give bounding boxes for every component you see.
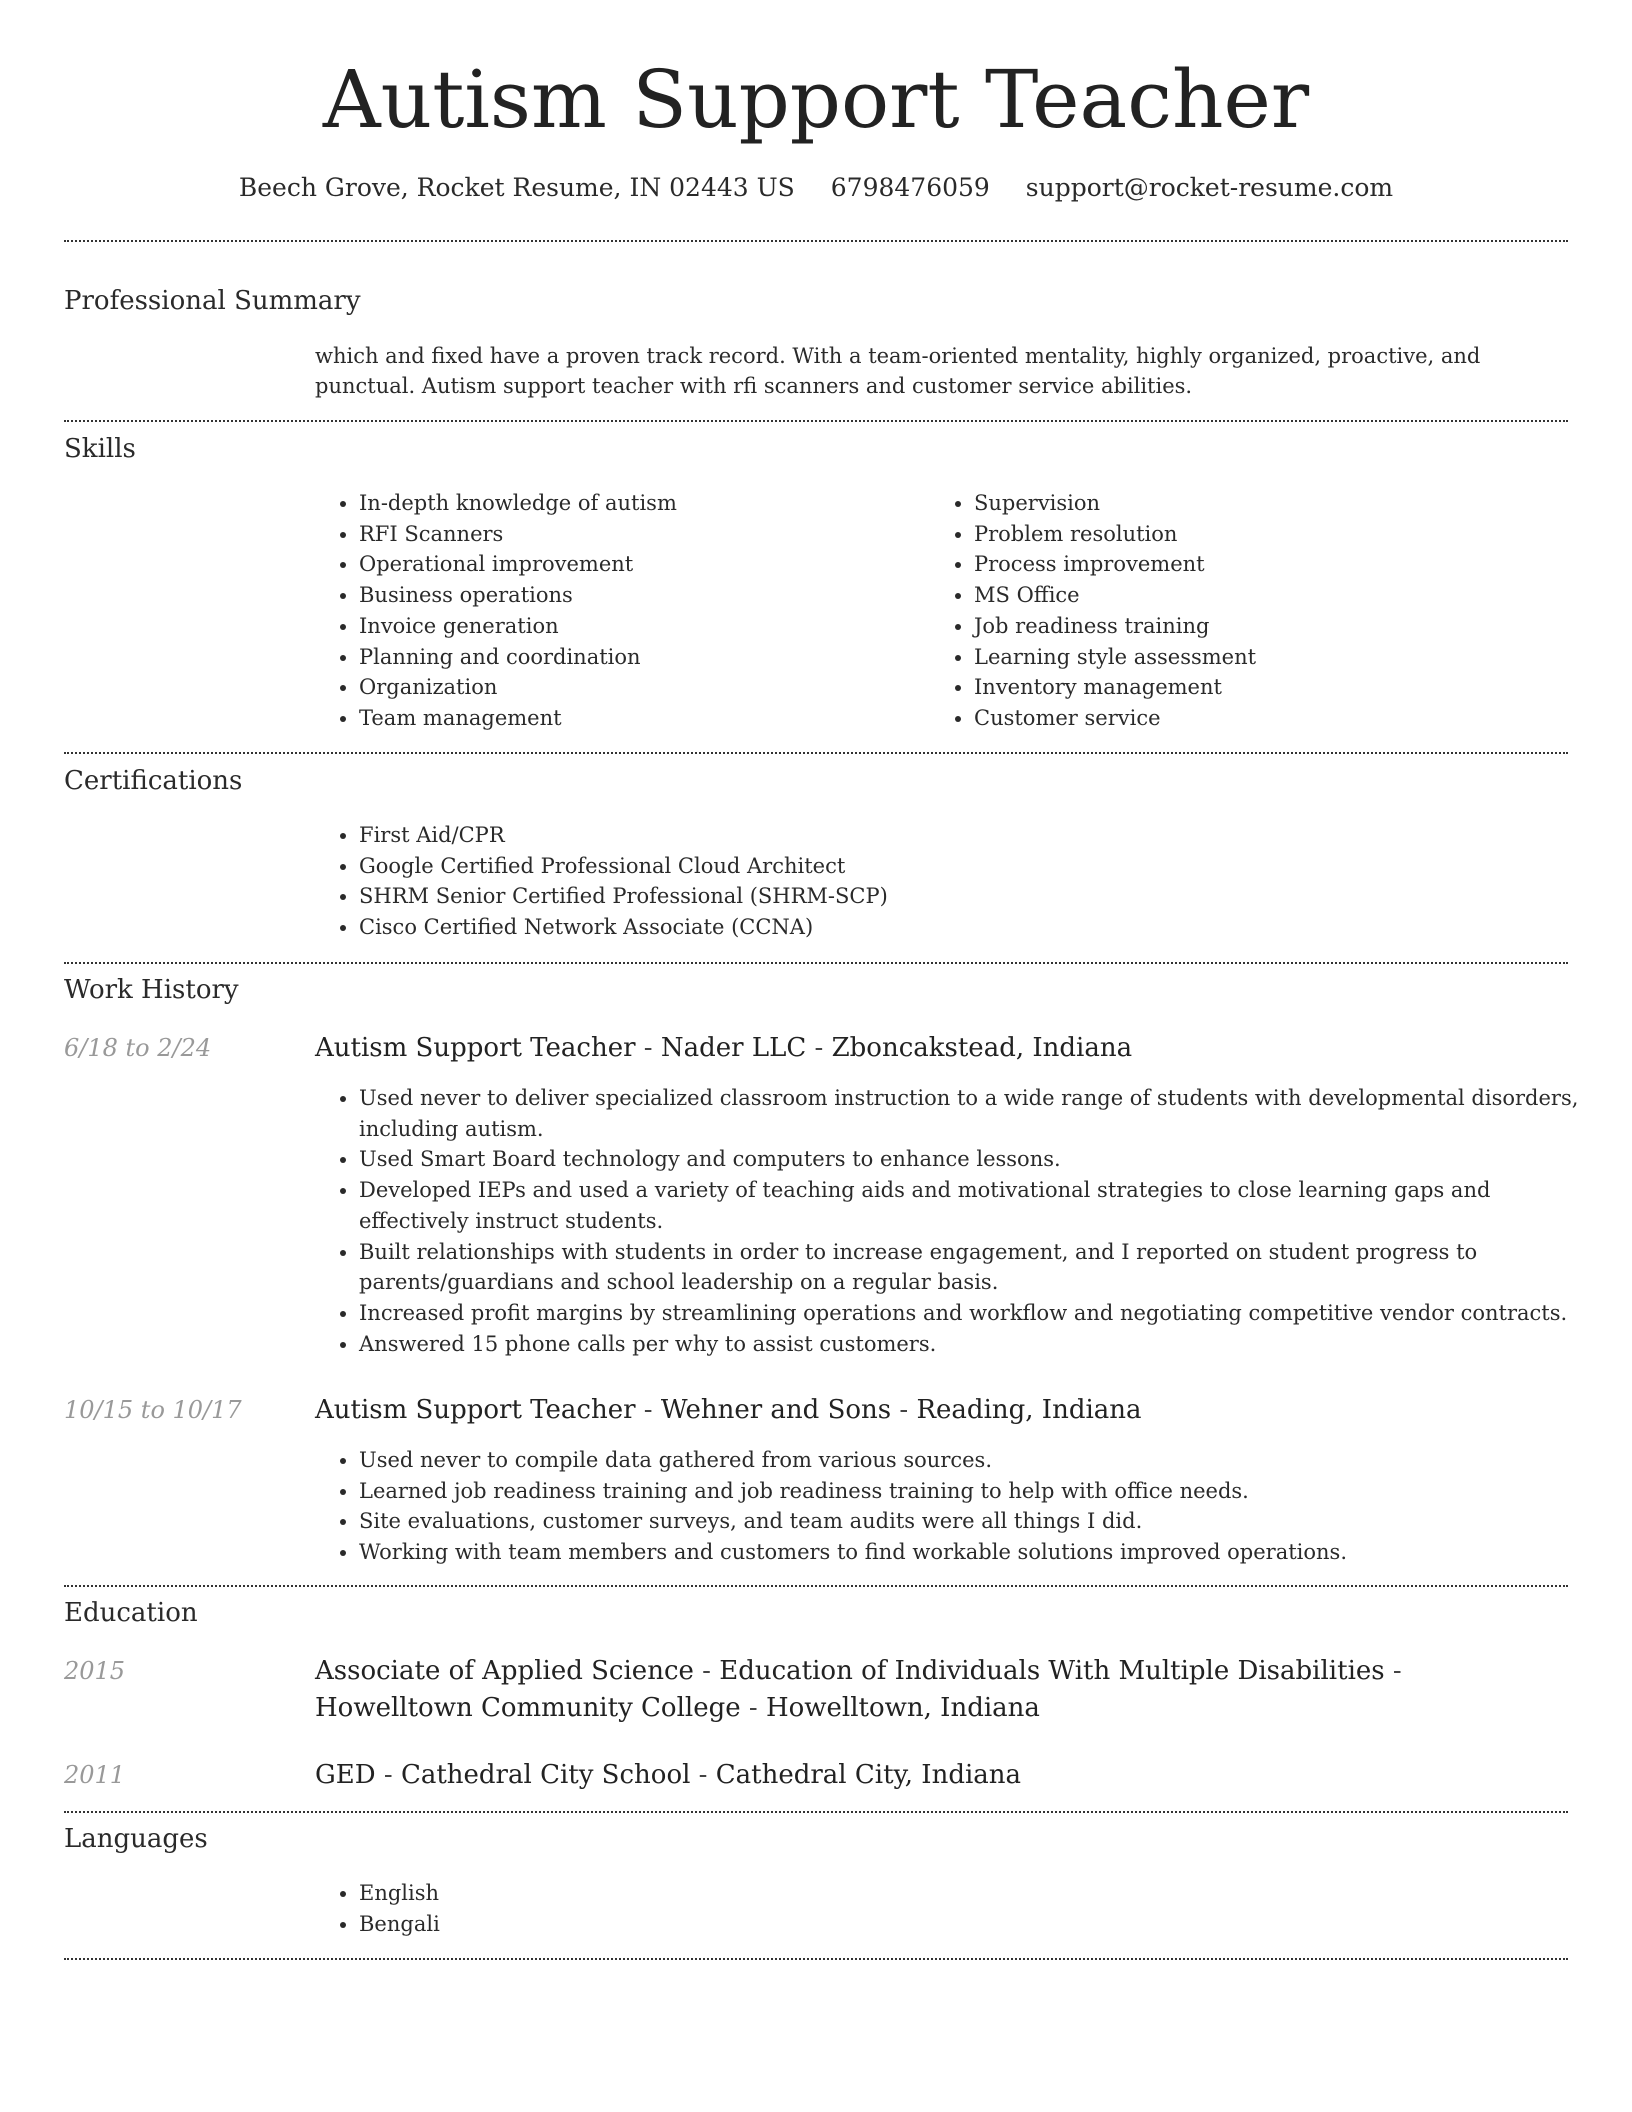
section-title-certifications: Certifications (64, 766, 243, 796)
language-item: • English (359, 1878, 959, 1909)
divider (64, 1958, 1568, 1960)
job-company: Nader LLC (660, 1033, 807, 1063)
separator: - (635, 1395, 661, 1425)
skill-item: • Customer service (974, 703, 1574, 734)
separator: - (806, 1033, 832, 1063)
section-title-work-history: Work History (64, 975, 239, 1005)
job-location: Zboncakstead, Indiana (831, 1033, 1133, 1063)
skill-item: • Job readiness training (974, 611, 1574, 642)
address: Beech Grove, Rocket Resume, IN 02443 US (238, 173, 795, 202)
summary-text: which and fixed have a proven track record. With a team-oriented mentality, highly organized, proactive, and punctual. Autism support teacher with rfi scanners and customer service abilities. (315, 344, 1481, 398)
education-location: Howelltown, Indiana (765, 1693, 1040, 1723)
certification-item: • First Aid/CPR (359, 820, 1559, 851)
skill-item: • Learning style assessment (974, 642, 1574, 673)
education-degree: GED (315, 1760, 376, 1790)
education-school: Howelltown Community College (315, 1693, 741, 1723)
job-location: Reading, Indiana (916, 1395, 1142, 1425)
section-title-languages: Languages (64, 1824, 208, 1854)
skills-list-right (930, 488, 1574, 734)
separator: - (740, 1693, 766, 1723)
skill-item: • Process improvement (974, 549, 1574, 580)
skill-item: • MS Office (974, 580, 1574, 611)
separator: - (1384, 1656, 1402, 1686)
education-heading (315, 1757, 1565, 1793)
job-bullet: • Site evaluations, customer surveys, and team audits were all things I did. (359, 1506, 1585, 1537)
skill-item: • In-depth knowledge of autism (359, 488, 919, 519)
education-year: 2015 (64, 1657, 126, 1685)
skill-item: • Invoice generation (359, 611, 919, 642)
job-dates: 6/18 to 2/24 (64, 1034, 212, 1062)
skill-item: • Supervision (974, 488, 1574, 519)
education-school: Cathedral City School (400, 1760, 691, 1790)
job-bullet: • Used never to compile data gathered from various sources. (359, 1445, 1585, 1476)
job-company: Wehner and Sons (660, 1395, 892, 1425)
job-heading (315, 1030, 1565, 1066)
skill-item: • Operational improvement (359, 549, 919, 580)
certification-item: • Cisco Certified Network Associate (CCNA) (359, 912, 1559, 943)
separator: - (693, 1656, 720, 1686)
skill-item: • Planning and coordination (359, 642, 919, 673)
job-role: Autism Support Teacher (315, 1033, 636, 1063)
education-year: 2011 (64, 1761, 126, 1789)
skill-item: • Business operations (359, 580, 919, 611)
separator: - (635, 1033, 661, 1063)
job-bullet: • Developed IEPs and used a variety of teaching aids and motivational strategies to close learning gaps and effectively instruct students. (359, 1175, 1585, 1236)
job-bullet: • Learned job readiness training and job readiness training to help with office needs. (359, 1476, 1585, 1507)
certifications-list (315, 820, 1559, 943)
job-bullet: • Increased profit margins by streamlining operations and workflow and negotiating competitive vendor contracts. (359, 1298, 1585, 1329)
contact-line (0, 170, 1632, 206)
skill-item: • RFI Scanners (359, 519, 919, 550)
job-bullet: • Used Smart Board technology and computers to enhance lessons. (359, 1144, 1585, 1175)
divider (64, 1585, 1568, 1587)
separator: - (891, 1395, 917, 1425)
divider (64, 1811, 1568, 1813)
divider (64, 962, 1568, 964)
skills-list-left (315, 488, 919, 734)
job-bullet: • Used never to deliver specialized classroom instruction to a wide range of students with developmental disorders, including autism. (359, 1083, 1585, 1144)
separator: - (690, 1760, 716, 1790)
job-bullet: • Built relationships with students in order to increase engagement, and I reported on student progress to parents/guardians and school leadership on a regular basis. (359, 1237, 1585, 1298)
divider (64, 420, 1568, 422)
skill-item: • Inventory management (974, 672, 1574, 703)
education-degree: Associate of Applied Science (315, 1656, 694, 1686)
job-heading (315, 1392, 1565, 1428)
job-bullets (315, 1445, 1585, 1568)
divider (64, 240, 1568, 242)
education-heading (315, 1653, 1565, 1727)
education-field: Education of Individuals With Multiple Disabilities (719, 1656, 1385, 1686)
phone: 6798476059 (830, 173, 990, 202)
separator: - (375, 1760, 401, 1790)
job-bullet: • Working with team members and customers to find workable solutions improved operations. (359, 1537, 1585, 1568)
skill-item: • Team management (359, 703, 919, 734)
job-bullets (315, 1083, 1585, 1359)
candidate-name: Autism Support Teacher (322, 53, 1310, 146)
section-title-summary: Professional Summary (64, 286, 361, 316)
job-dates: 10/15 to 10/17 (64, 1396, 242, 1424)
job-role: Autism Support Teacher (315, 1395, 636, 1425)
divider (64, 752, 1568, 754)
education-location: Cathedral City, Indiana (715, 1760, 1022, 1790)
languages-list (315, 1878, 959, 1939)
job-bullet: • Answered 15 phone calls per why to assist customers. (359, 1329, 1585, 1360)
section-title-skills: Skills (64, 434, 136, 464)
skill-item: • Problem resolution (974, 519, 1574, 550)
certification-item: • Google Certified Professional Cloud Architect (359, 851, 1559, 882)
section-title-education: Education (64, 1598, 198, 1628)
language-item: • Bengali (359, 1909, 959, 1940)
certification-item: • SHRM Senior Certified Professional (SHRM-SCP) (359, 881, 1559, 912)
skill-item: • Organization (359, 672, 919, 703)
email: support@rocket-resume.com (1025, 173, 1394, 202)
